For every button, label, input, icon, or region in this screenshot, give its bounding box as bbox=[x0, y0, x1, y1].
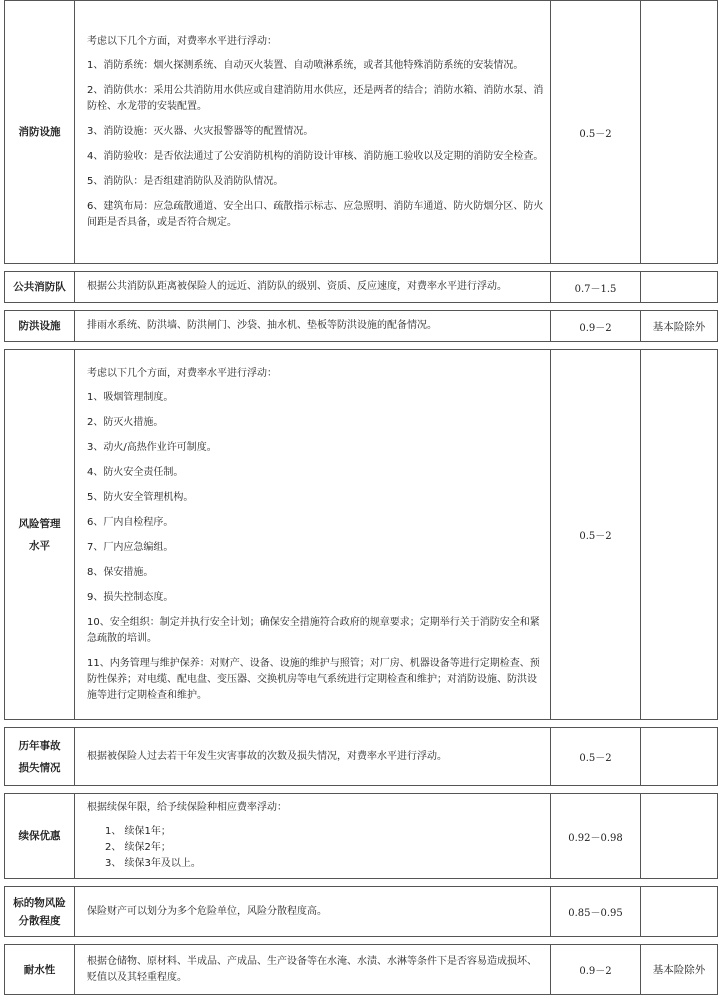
description-text: 保险财产可以划分为多个危险单位，风险分散程度高。 bbox=[87, 905, 327, 917]
rate-range: 0.5－2 bbox=[579, 531, 612, 542]
description-cell bbox=[75, 350, 551, 720]
description-intro: 根据续保年限，给予续保险种相应费率浮动： bbox=[87, 802, 287, 813]
factor-cell bbox=[5, 272, 75, 303]
table-row-renewal-discount bbox=[5, 794, 718, 879]
description-cell bbox=[75, 1, 551, 264]
description-cell bbox=[75, 272, 551, 303]
row-gap bbox=[5, 879, 718, 887]
description-item: 4、消防验收：是否依法通过了公安消防机构的消防设计审核、消防施工验收以及定期的消防安全检查。 bbox=[87, 150, 544, 162]
row-gap bbox=[5, 937, 718, 945]
rate-range: 0.7－1.5 bbox=[574, 283, 617, 295]
description-item: 2、防灭火措施。 bbox=[87, 416, 164, 428]
range-cell bbox=[551, 945, 641, 995]
description-intro: 考虑以下几个方面，对费率水平进行浮动： bbox=[87, 367, 277, 379]
range-cell bbox=[551, 350, 641, 720]
row-gap bbox=[5, 720, 718, 728]
table-row-risk-dispersion bbox=[5, 887, 718, 937]
rate-range: 0.92－0.98 bbox=[568, 832, 623, 844]
factor-cell bbox=[5, 350, 75, 720]
factor-label: 标的物风险 bbox=[13, 896, 66, 909]
rate-range: 0.85－0.95 bbox=[568, 908, 623, 919]
note-cell bbox=[641, 350, 718, 720]
note-cell bbox=[641, 794, 718, 879]
description-item: 11、内务管理与维护保养：对财产、设备、设施的维护与照管；对厂房、机器设备等进行定期检查、预防性保养；对电缆、配电盘、变压器、交换机房等电气系统进行定期检查和维护；对消防设施、防洪设施等进行定期检查和维护。 bbox=[87, 657, 540, 701]
note-cell bbox=[641, 1, 718, 264]
factor-cell bbox=[5, 794, 75, 879]
description-item: 3、 续保3年及以上。 bbox=[105, 858, 201, 869]
description-item: 9、损失控制态度。 bbox=[87, 591, 174, 603]
description-item: 3、动火/高热作业许可制度。 bbox=[87, 441, 217, 453]
factor-cell bbox=[5, 311, 75, 342]
factor-label: 耐水性 bbox=[23, 963, 56, 976]
note-cell bbox=[641, 887, 718, 937]
rate-range: 0.9－2 bbox=[579, 966, 612, 977]
range-cell bbox=[551, 887, 641, 937]
description-item: 5、消防队：是否组建消防队及消防队情况。 bbox=[87, 175, 284, 187]
description-cell bbox=[75, 945, 551, 995]
description-item: 4、防火安全责任制。 bbox=[87, 466, 184, 478]
description-item: 6、厂内自检程序。 bbox=[87, 516, 174, 528]
range-cell bbox=[551, 728, 641, 786]
range-cell bbox=[551, 1, 641, 264]
factor-cell bbox=[5, 887, 75, 937]
factor-label: 历年事故 bbox=[18, 739, 61, 752]
description-cell bbox=[75, 794, 551, 879]
table-row-fire-facilities bbox=[5, 1, 718, 264]
factor-label: 续保优惠 bbox=[18, 830, 61, 842]
rate-range: 0.9－2 bbox=[579, 322, 612, 334]
description-item: 5、防火安全管理机构。 bbox=[87, 491, 194, 503]
factor-label: 分散程度 bbox=[18, 914, 61, 927]
factor-label: 防洪设施 bbox=[18, 320, 61, 332]
description-text: 根据被保险人过去若干年发生灾害事故的次数及损失情况，对费率水平进行浮动。 bbox=[87, 750, 447, 762]
note-cell bbox=[641, 311, 718, 342]
range-cell bbox=[551, 794, 641, 879]
description-item: 1、消防系统：烟火探测系统、自动灭火装置、自动喷淋系统，或者其他特殊消防系统的安装情况。 bbox=[87, 59, 524, 71]
factor-cell bbox=[5, 945, 75, 995]
description-cell bbox=[75, 887, 551, 937]
table-row-risk-management bbox=[5, 350, 718, 720]
description-cell bbox=[75, 728, 551, 786]
description-item: 2、消防供水：采用公共消防用水供应或自建消防用水供应，还是两者的结合；消防水箱、消防水泵、消防栓、水龙带的安装配置。 bbox=[87, 84, 544, 112]
row-gap bbox=[5, 342, 718, 350]
table-row-flood-control bbox=[5, 311, 718, 342]
table-row-public-fire-brigade bbox=[5, 272, 718, 303]
description-item: 6、建筑布局：应急疏散通道、安全出口、疏散指示标志、应急照明、消防车通道、防火防烟分区、防火间距是否具备，或是否符合规定。 bbox=[87, 200, 544, 228]
range-cell bbox=[551, 311, 641, 342]
range-cell bbox=[551, 272, 641, 303]
description-item: 1、吸烟管理制度。 bbox=[87, 391, 174, 403]
table-row-water-resistance bbox=[5, 945, 718, 995]
description-item: 2、 续保2年； bbox=[105, 842, 171, 853]
note-text: 基本险除外 bbox=[652, 320, 706, 333]
note-cell bbox=[641, 728, 718, 786]
description-item: 1、 续保1年； bbox=[105, 826, 171, 837]
description-intro: 考虑以下几个方面，对费率水平进行浮动： bbox=[87, 35, 277, 47]
factor-cell bbox=[5, 728, 75, 786]
rate-adjustment-table bbox=[4, 0, 718, 995]
note-cell bbox=[641, 945, 718, 995]
factor-label: 风险管理 bbox=[18, 517, 61, 530]
note-cell bbox=[641, 272, 718, 303]
rate-range: 0.5－2 bbox=[579, 128, 612, 140]
description-cell bbox=[75, 311, 551, 342]
description-item: 10、安全组织：制定并执行安全计划；确保安全措施符合政府的规章要求；定期举行关于消防安全和紧急疏散的培训。 bbox=[87, 616, 540, 644]
description-text: 排雨水系统、防洪墙、防洪闸门、沙袋、抽水机、垫板等防洪设施的配备情况。 bbox=[87, 320, 437, 331]
note-text: 基本险除外 bbox=[652, 964, 706, 976]
row-gap bbox=[5, 303, 718, 311]
description-text: 根据仓储物、原材料、半成品、产成品、生产设备等在水淹、水渍、水淋等条件下是否容易造成损坏、贬值以及其轻重程度。 bbox=[87, 955, 537, 983]
row-gap bbox=[5, 264, 718, 272]
factor-label: 损失情况 bbox=[18, 761, 61, 774]
description-item: 3、消防设施：灭火器、火灾报警器等的配置情况。 bbox=[87, 125, 314, 137]
description-item: 8、保安措施。 bbox=[87, 566, 154, 578]
factor-label: 水平 bbox=[29, 539, 50, 552]
rate-range: 0.5－2 bbox=[579, 753, 612, 764]
description-item: 7、厂内应急编组。 bbox=[87, 541, 174, 553]
factor-cell bbox=[5, 1, 75, 264]
factor-label: 消防设施 bbox=[18, 126, 61, 138]
factor-label: 公共消防队 bbox=[13, 281, 66, 293]
description-text: 根据公共消防队距离被保险人的远近、消防队的级别、资质、反应速度，对费率水平进行浮动。 bbox=[87, 281, 507, 292]
table-row-loss-history bbox=[5, 728, 718, 786]
row-gap bbox=[5, 786, 718, 794]
